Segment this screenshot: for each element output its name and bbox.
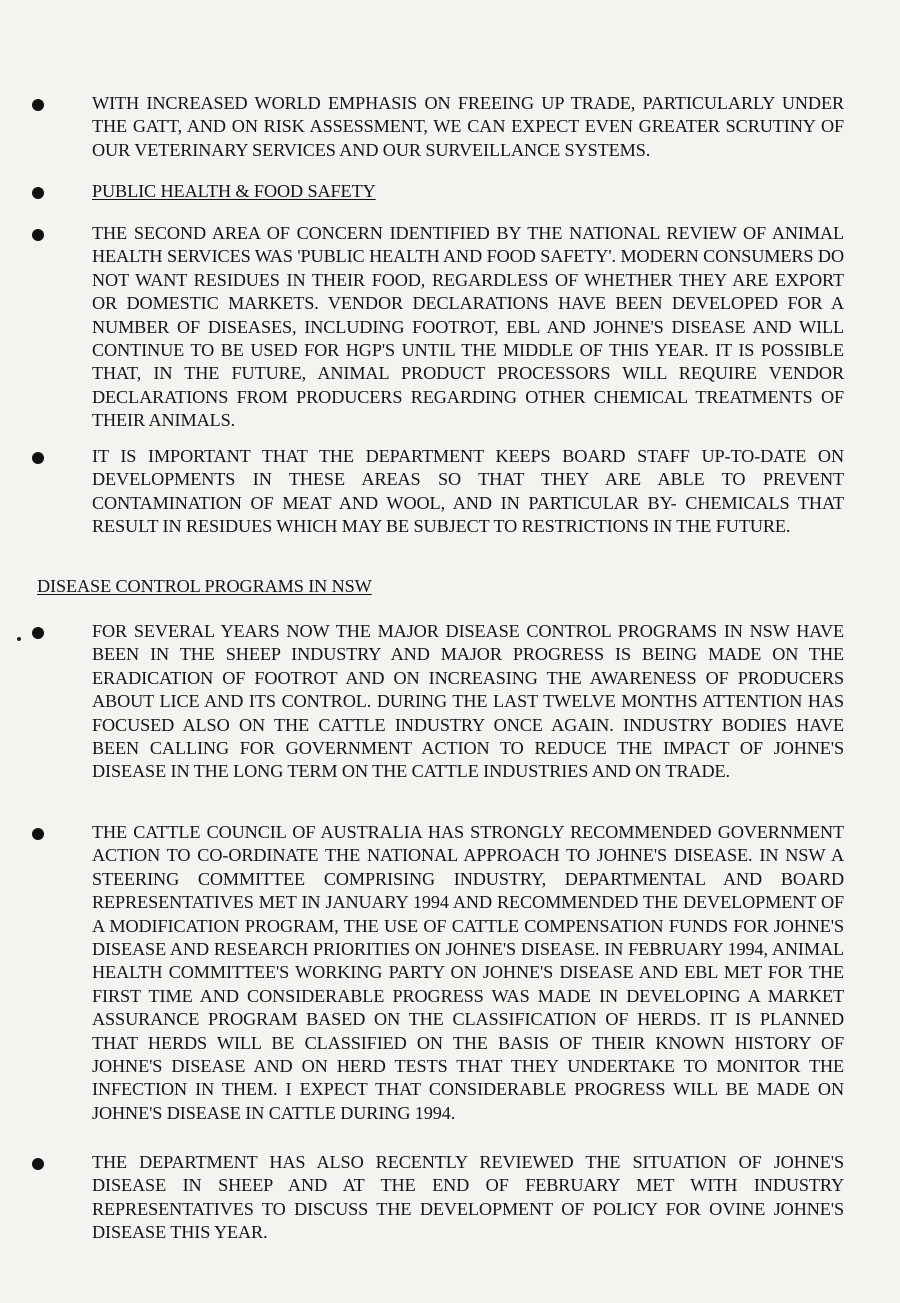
paragraph-sheep-programs: FOR SEVERAL YEARS NOW THE MAJOR DISEASE CONTROL PROGRAMS IN NSW HAVE BEEN IN THE SHEEP INDUSTRY AND MAJOR PROGRESS IS BEING MADE ON THE ERADICATION OF FOOTROT AND ON INCREASING THE AWARENESS OF PRODUCERS ABOUT LICE AND ITS CONTROL. DURING THE LAST TWELVE MONTHS ATTENTION HAS FOCUSED ALSO ON THE CATTLE INDUSTRY ONCE AGAIN. INDUSTRY BODIES HAVE BEEN CALLING FOR GOVERNMENT ACTION TO REDUCE THE IMPACT OF JOHNE'S DISEASE IN THE LONG TERM ON THE CATTLE INDUSTRIES AND ON TRADE. — [92, 621, 844, 782]
bullet-icon — [32, 828, 44, 840]
paragraph-cattle-council: THE CATTLE COUNCIL OF AUSTRALIA HAS STRONGLY RECOMMENDED GOVERNMENT ACTION TO CO-ORDINATE THE NATIONAL APPROACH TO JOHNE'S DISEASE. IN NSW A STEERING COMMITTEE COMPRISING INDUSTRY, DEPARTMENTAL AND BOARD REPRESENTATIVES MET IN JANUARY 1994 AND RECOMMENDED THE DEVELOPMENT OF A MODIFICATION PROGRAM, THE USE OF CATTLE COMPENSATION FUNDS FOR JOHNE'S DISEASE AND RESEARCH PRIORITIES ON JOHNE'S DISEASE. IN FEBRUARY 1994, ANIMAL HEALTH COMMITTEE'S WORKING PARTY ON JOHNE'S DISEASE AND EBL MET FOR THE FIRST TIME AND CONSIDERABLE PROGRESS WAS MADE IN DEVELOPING A MARKET ASSURANCE PROGRAM BASED ON THE CLASSIFICATION OF HERDS. IT IS PLANNED THAT HERDS WILL BE CLASSIFIED ON THE BASIS OF THEIR KNOWN HISTORY OF JOHNE'S DISEASE AND ON HERD TESTS THAT THEY UNDERTAKE TO MONITOR THE INFECTION IN THEM. I EXPECT THAT CONSIDERABLE PROGRESS WILL BE MADE ON JOHNE'S DISEASE IN CATTLE DURING 1994. — [92, 822, 844, 1123]
bullet-icon — [32, 229, 44, 241]
bullet-icon — [32, 99, 44, 111]
bullet-icon — [32, 627, 44, 639]
section-heading-public-health: PUBLIC HEALTH & FOOD SAFETY — [92, 181, 376, 201]
bullet-icon — [32, 452, 44, 464]
bullet-icon — [32, 1158, 44, 1170]
paragraph-trade-scrutiny: WITH INCREASED WORLD EMPHASIS ON FREEING UP TRADE, PARTICULARLY UNDER THE GATT, AND ON RISK ASSESSMENT, WE CAN EXPECT EVEN GREATER SCRUTINY OF OUR VETERINARY SERVICES AND OUR SURVEILLANCE SYSTEMS. — [92, 93, 844, 160]
paragraph-public-health: THE SECOND AREA OF CONCERN IDENTIFIED BY THE NATIONAL REVIEW OF ANIMAL HEALTH SERVICES WAS 'PUBLIC HEALTH AND FOOD SAFETY'. MODERN CONSUMERS DO NOT WANT RESIDUES IN THEIR FOOD, REGARDLESS OF WHETHER THEY ARE EXPORT OR DOMESTIC MARKETS. VENDOR DECLARATIONS HAVE BEEN DEVELOPED FOR A NUMBER OF DISEASES, INCLUDING FOOTROT, EBL AND JOHNE'S DISEASE AND WILL CONTINUE TO BE USED FOR HGP'S UNTIL THE MIDDLE OF THIS YEAR. IT IS POSSIBLE THAT, IN THE FUTURE, ANIMAL PRODUCT PROCESSORS WILL REQUIRE VENDOR DECLARATIONS FROM PRODUCERS REGARDING OTHER CHEMICAL TREATMENTS OF THEIR ANIMALS. — [92, 223, 844, 431]
paragraph-board-staff: IT IS IMPORTANT THAT THE DEPARTMENT KEEPS BOARD STAFF UP-TO-DATE ON DEVELOPMENTS IN THESE AREAS SO THAT THEY ARE ABLE TO PREVENT CONTAMINATION OF MEAT AND WOOL, AND IN PARTICULAR BY- CHEMICALS THAT RESULT IN RESIDUES WHICH MAY BE SUBJECT TO RESTRICTIONS IN THE FUTURE. — [92, 446, 844, 537]
paragraph-ovine-johnes: THE DEPARTMENT HAS ALSO RECENTLY REVIEWED THE SITUATION OF JOHNE'S DISEASE IN SHEEP AND AT THE END OF FEBRUARY MET WITH INDUSTRY REPRESENTATIVES TO DISCUSS THE DEVELOPMENT OF POLICY FOR OVINE JOHNE'S DISEASE THIS YEAR. — [92, 1152, 844, 1243]
bullet-icon — [32, 187, 44, 199]
stray-mark — [17, 637, 21, 641]
section-heading-disease-control: DISEASE CONTROL PROGRAMS IN NSW — [37, 576, 372, 596]
